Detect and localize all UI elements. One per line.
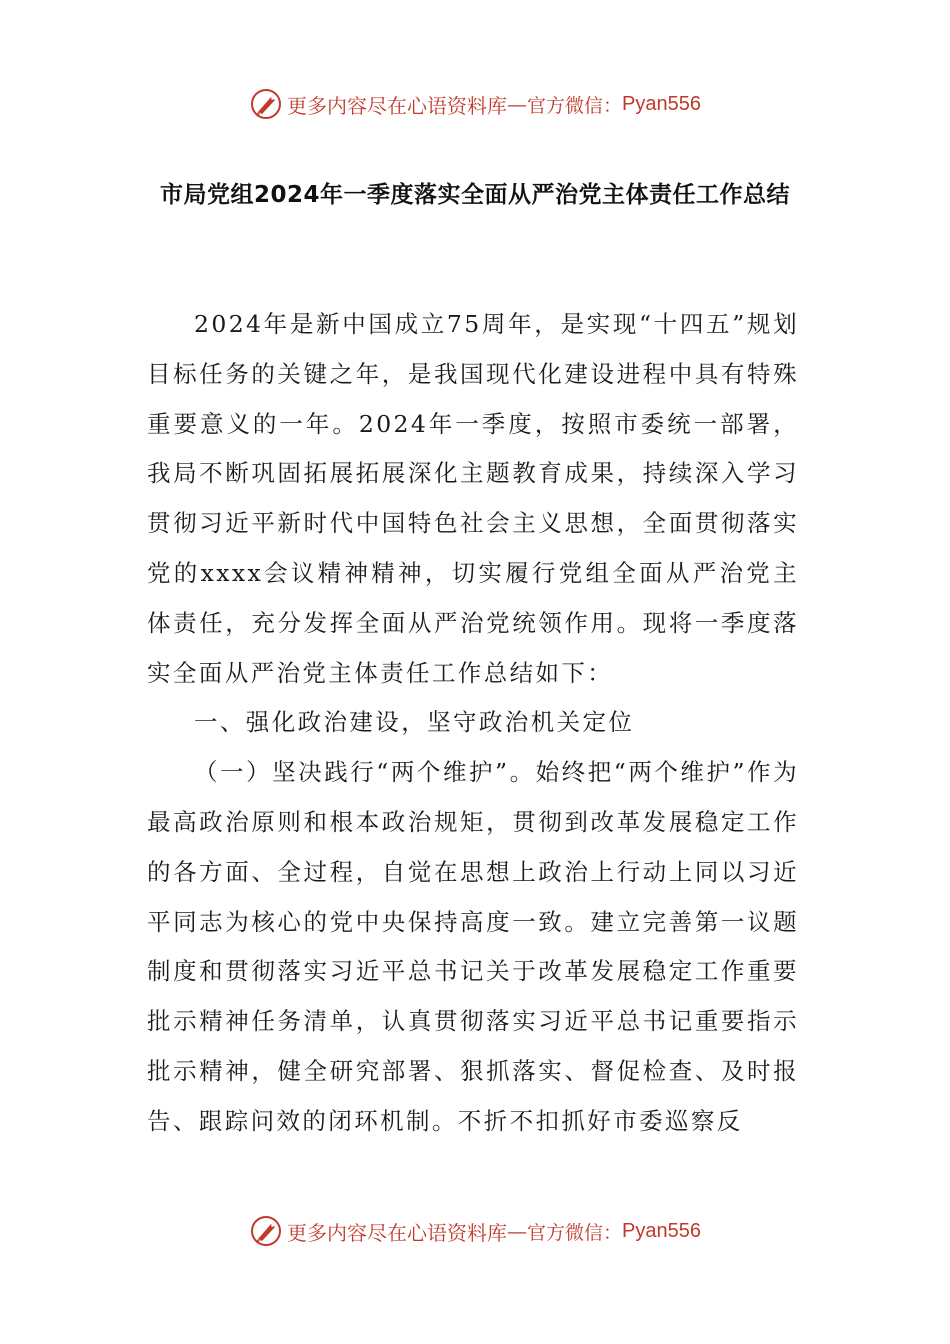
- pen-nib-logo-icon: [249, 1214, 283, 1248]
- paragraph-subsection-1: （一）坚决践行“两个维护”。始终把“两个维护”作为最高政治原则和根本政治规矩，贯彻到改革发展稳定工作的各方面、全过程，自觉在思想上政治上行动上同以习近平同志为核心的党中央保持高度一致。建立完善第一议题制度和贯彻落实习近平总书记关于改革发展稳定工作重要批示精神任务清单，认真贯彻落实习近平总书记重要指示批示精神，健全研究部署、狠抓落实、督促检查、及时报告、跟踪问效的闭环机制。不折不扣抓好市委巡察反: [147, 758, 799, 1135]
- document-body: [147, 300, 799, 1147]
- watermark-contact-label: 官方微信：: [527, 94, 623, 117]
- watermark-dash: —: [507, 92, 527, 116]
- watermark-banner-top: [0, 84, 950, 124]
- watermark-contact-label: 官方微信：: [527, 1221, 623, 1244]
- watermark-dash: —: [507, 1219, 527, 1243]
- watermark-contact-id: Pyan556: [622, 1219, 701, 1242]
- watermark-brand: 更多内容尽在心语资料库: [287, 1220, 507, 1245]
- section-heading-1: 一、强化政治建设，坚守政治机关定位: [194, 708, 635, 737]
- watermark-banner-bottom: [0, 1211, 950, 1251]
- watermark-brand: 更多内容尽在心语资料库: [287, 93, 507, 118]
- document-title: 市局党组2024年一季度落实全面从严治党主体责任工作总结: [159, 182, 790, 208]
- pen-nib-logo-icon: [249, 87, 283, 121]
- paragraph-intro: 2024年是新中国成立75周年，是实现“十四五”规划目标任务的关键之年，是我国现代化建设进程中具有特殊重要意义的一年。2024年一季度，按照市委统一部署，我局不断巩固拓展拓展深化主题教育成果，持续深入学习贯彻习近平新时代中国特色社会主义思想，全面贯彻落实党的xxxx会议精神精神，切实履行党组全面从严治党主体责任，充分发挥全面从严治党统领作用。现将一季度落实全面从严治党主体责任工作总结如下：: [147, 310, 799, 687]
- watermark-contact-id: Pyan556: [622, 92, 701, 115]
